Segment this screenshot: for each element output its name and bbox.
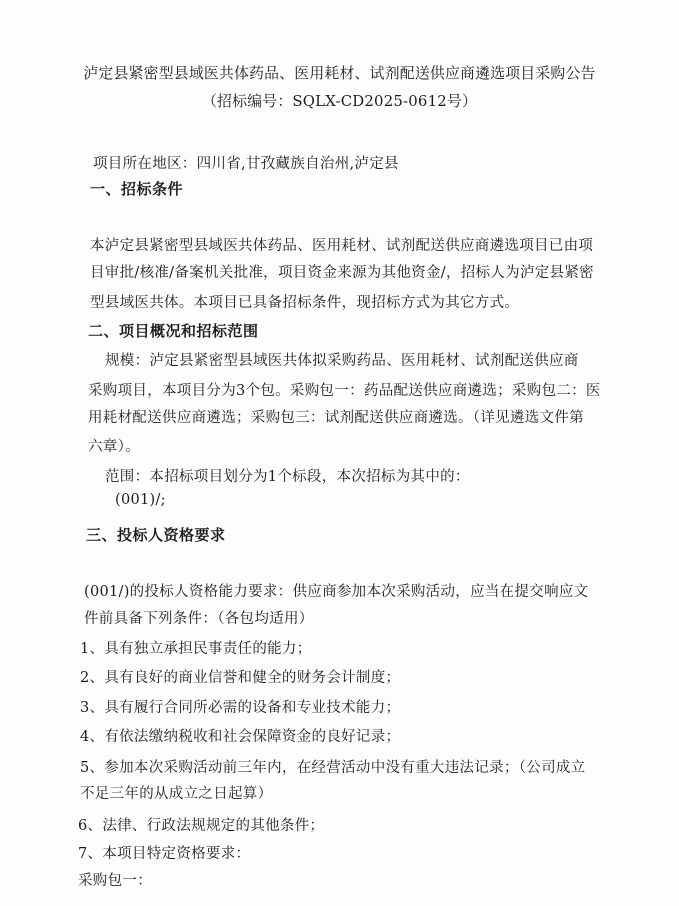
- section-heading-overview: 二、项目概况和招标范围: [88, 322, 259, 340]
- document-title: 泸定县紧密型县域医共体药品、医用耗材、试剂配送供应商遴选项目采购公告: [83, 64, 596, 82]
- tender-number: （招标编号：SQLX-CD2025-0612号）: [201, 92, 478, 110]
- list-item: 2、具有良好的商业信誉和健全的财务会计制度；: [80, 670, 401, 686]
- list-item: 3、具有履行合同所必需的设备和专业技术能力；: [80, 700, 401, 716]
- list-item: 采购包一：: [78, 873, 152, 889]
- paragraph-line: (001)/;: [115, 492, 166, 508]
- list-item: 4、有依法缴纳税收和社会保障资金的良好记录；: [80, 729, 401, 745]
- paragraph-line: (001/)的投标人资格能力要求：供应商参加本次采购活动，应当在提交响应文: [84, 584, 589, 600]
- paragraph-line: 六章）。: [88, 439, 140, 455]
- paragraph-line: 用耗材配送供应商遴选；采购包三：试剂配送供应商遴选。（详见遴选文件第: [88, 410, 584, 426]
- paragraph-line: 型县域医共体。本项目已具备招标条件，现招标方式为其它方式。: [90, 295, 520, 311]
- section-heading-conditions: 一、招标条件: [90, 180, 184, 198]
- list-item: 不足三年的从成立之日起算）: [80, 786, 273, 802]
- project-location: 项目所在地区：四川省,甘孜藏族自治州,泸定县: [93, 156, 399, 172]
- paragraph-line: 采购项目，本项目分为3个包。采购包一：药品配送供应商遴选；采购包二：医: [88, 383, 601, 399]
- paragraph-line: 本泸定县紧密型县域医共体药品、医用耗材、试剂配送供应商遴选项目已由项: [90, 238, 594, 254]
- paragraph-line: 目审批/核准/备案机关批准，项目资金来源为其他资金/，招标人为泸定县紧密: [90, 265, 594, 281]
- paragraph-line: 范围：本招标项目划分为1个标段，本次招标为其中的：: [105, 469, 470, 485]
- list-item: 1、具有独立承担民事责任的能力；: [80, 641, 312, 657]
- paragraph-line: 规模：泸定县紧密型县域医共体拟采购药品、医用耗材、试剂配送供应商: [105, 353, 579, 369]
- list-item: 7、本项目特定资格要求：: [78, 846, 251, 862]
- list-item: 5、参加本次采购活动前三年内，在经营活动中没有重大违法记录；（公司成立: [80, 760, 586, 776]
- list-item: 6、法律、行政法规规定的其他条件；: [78, 818, 325, 834]
- paragraph-line: 件前具备下列条件：（各包均适用）: [84, 611, 314, 627]
- section-heading-qualification: 三、投标人资格要求: [86, 526, 226, 544]
